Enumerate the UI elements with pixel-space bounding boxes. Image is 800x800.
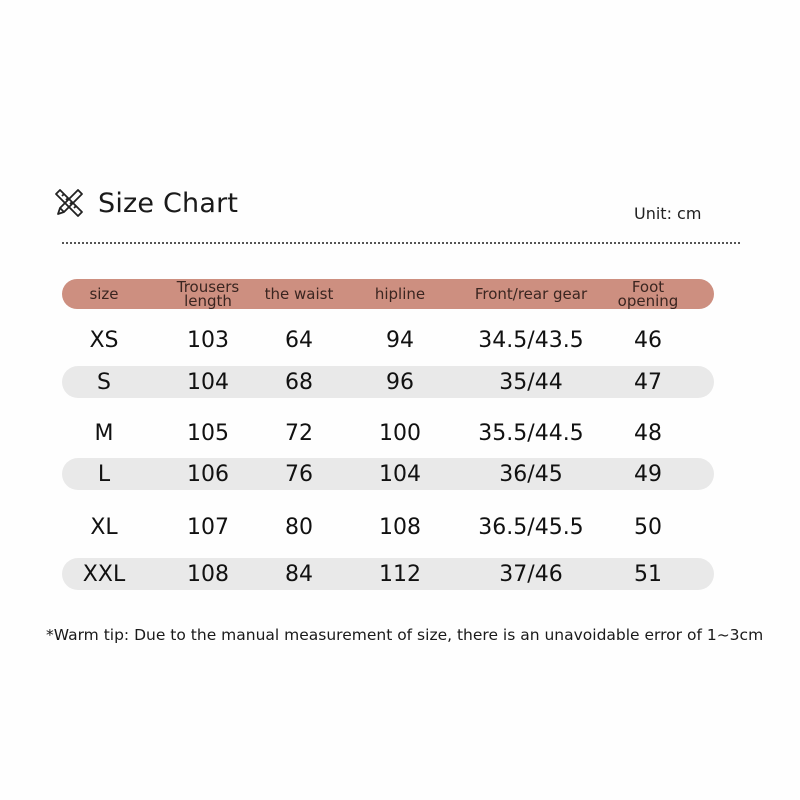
- table-row: [62, 417, 714, 449]
- cell-waist: 68: [285, 369, 313, 395]
- cell-waist: 80: [285, 514, 313, 540]
- cell-size: L: [97, 461, 111, 487]
- cell-size: M: [94, 420, 114, 446]
- header-foot-opening: [610, 279, 686, 309]
- cell-waist: 72: [285, 420, 313, 446]
- header-trousers-length: [166, 279, 250, 309]
- cell-length: 106: [187, 461, 229, 487]
- header-size: size: [89, 285, 119, 303]
- cell-length: 104: [187, 369, 229, 395]
- warm-tip-note: *Warm tip: Due to the manual measurement of size, there is an unavoidable error of 1~3cm: [46, 626, 764, 644]
- cell-foot: 47: [634, 369, 662, 395]
- size-chart-heading: [52, 186, 238, 220]
- cell-size: S: [97, 369, 111, 395]
- cell-foot: 46: [634, 327, 662, 353]
- dotted-divider: [62, 242, 740, 244]
- header-foot-line1: Foot: [631, 278, 665, 296]
- table-row: [62, 511, 714, 543]
- table-row: [62, 324, 714, 356]
- cell-foot: 48: [634, 420, 662, 446]
- table-row: [62, 366, 714, 398]
- cell-gear: 35/44: [499, 369, 563, 395]
- cell-length: 103: [187, 327, 229, 353]
- ruler-pencil-icon: [52, 186, 86, 220]
- header-foot-line2: opening: [617, 292, 679, 310]
- cell-waist: 64: [285, 327, 313, 353]
- table-row: [62, 458, 714, 490]
- cell-hipline: 96: [386, 369, 414, 395]
- header-trousers-line2: length: [184, 292, 232, 310]
- cell-foot: 50: [634, 514, 662, 540]
- cell-size: XL: [90, 514, 118, 540]
- cell-hipline: 94: [386, 327, 414, 353]
- header-trousers-line1: Trousers: [176, 278, 240, 296]
- cell-hipline: 108: [379, 514, 421, 540]
- cell-gear: 37/46: [499, 561, 563, 587]
- cell-gear: 36/45: [499, 461, 563, 487]
- cell-hipline: 104: [379, 461, 421, 487]
- cell-length: 107: [187, 514, 229, 540]
- cell-hipline: 100: [379, 420, 421, 446]
- cell-gear: 36.5/45.5: [478, 514, 584, 540]
- cell-waist: 76: [285, 461, 313, 487]
- cell-foot: 49: [634, 461, 662, 487]
- table-header-row: [62, 279, 714, 309]
- cell-length: 105: [187, 420, 229, 446]
- header-waist: the waist: [264, 285, 334, 303]
- cell-size: XS: [89, 327, 119, 353]
- unit-label: Unit: cm: [634, 204, 702, 223]
- header-gear: Front/rear gear: [474, 285, 588, 303]
- cell-waist: 84: [285, 561, 313, 587]
- page-title: Size Chart: [98, 187, 239, 219]
- cell-size: XXL: [82, 561, 126, 587]
- cell-gear: 34.5/43.5: [478, 327, 584, 353]
- cell-gear: 35.5/44.5: [478, 420, 584, 446]
- cell-length: 108: [187, 561, 229, 587]
- cell-foot: 51: [634, 561, 662, 587]
- header-hipline: hipline: [374, 285, 426, 303]
- cell-hipline: 112: [379, 561, 421, 587]
- table-row: [62, 558, 714, 590]
